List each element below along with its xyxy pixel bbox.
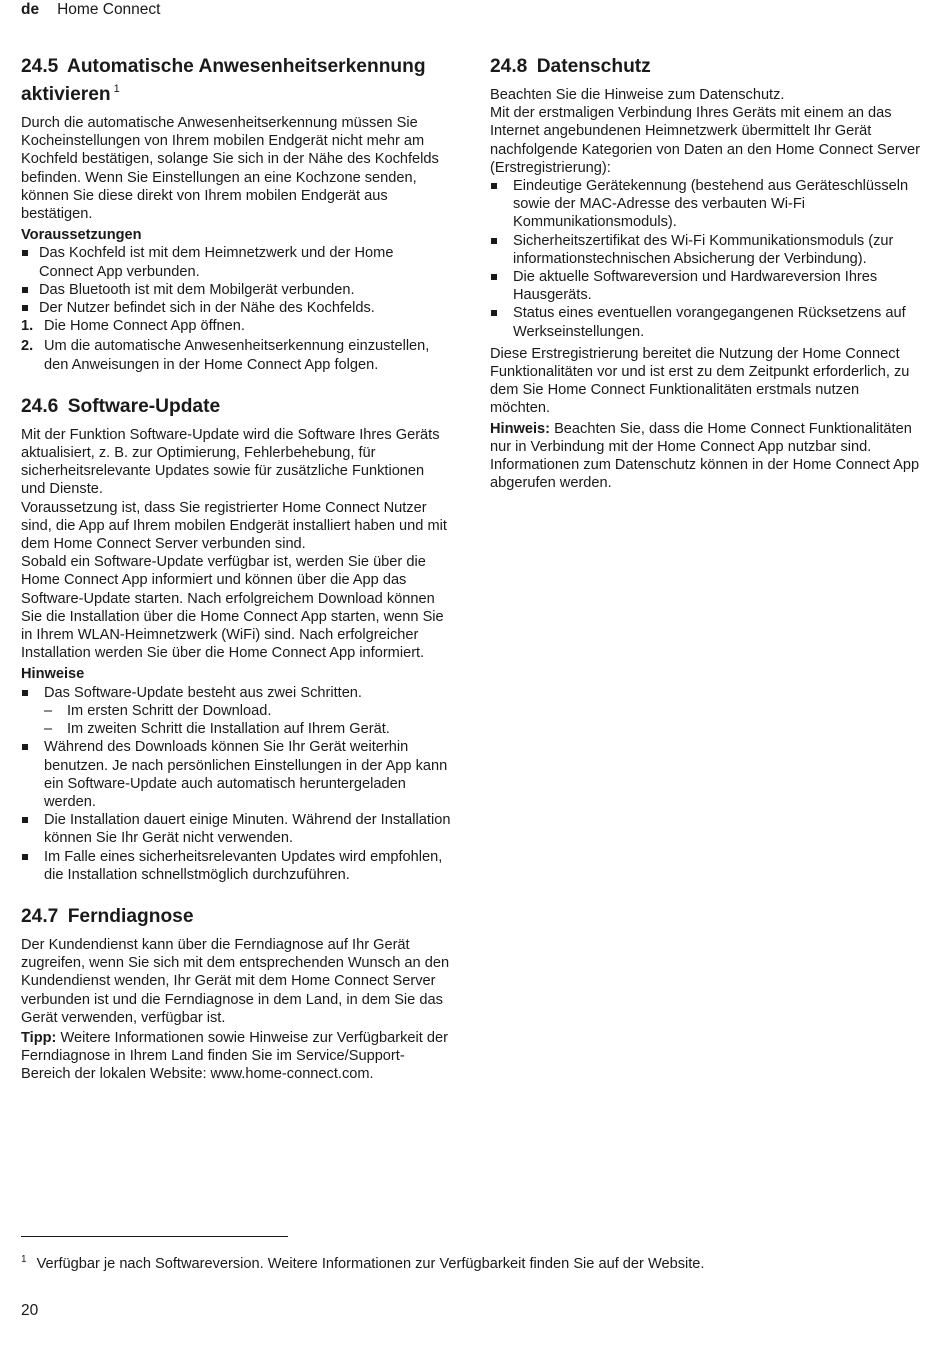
list-item: Status eines eventuellen vorangegangenen Rücksetzens auf Werkseinstellungen. bbox=[490, 304, 922, 340]
step-text: Die Home Connect App öffnen. bbox=[44, 318, 245, 335]
right-column bbox=[490, 56, 922, 492]
section-title: Datenschutz bbox=[536, 56, 651, 77]
list-item: Eindeutige Gerätekennung (bestehend aus Geräteschlüsseln sowie der MAC-Adresse des verbauten Wi-Fi Kommunikationsmoduls). bbox=[490, 177, 922, 232]
paragraph: Mit der erstmaligen Verbindung Ihres Geräts mit einem an das Internet angebundenen Heimnetzwerk übermittelt Ihr Gerät nachfolgende Kategorien von Daten an den Home Connect Server (Erstregistrierung): bbox=[490, 105, 920, 176]
notes-list bbox=[21, 684, 451, 884]
header-title: Home Connect bbox=[57, 1, 161, 18]
list-item bbox=[21, 684, 451, 739]
paragraph: Der Kundendienst kann über die Ferndiagnose auf Ihr Gerät zugreifen, wenn Sie sich mit dem entsprechenden Wunsch an den Kundendienst wenden, Ihr Gerät mit dem Home Connect Server verbunden ist und die Ferndiagnose in dem Land, in dem Sie das Gerät verwenden, verfügbar ist. bbox=[21, 936, 450, 1026]
list-item: Während des Downloads können Sie Ihr Gerät weiterhin benutzen. Je nach persönlichen Einstellungen in der App kann ein Software-Update auch automatisch heruntergeladen werden. bbox=[21, 738, 451, 811]
section-number: 24.8 bbox=[490, 56, 528, 77]
section-heading bbox=[21, 396, 451, 418]
section-title: Software-Update bbox=[67, 395, 221, 417]
section-24-7 bbox=[21, 906, 451, 1084]
hint-text: Beachten Sie, dass die Home Connect Funktionalitäten nur in Verbindung mit der Home Connect App nutzbar sind. Informationen zum Datenschutz können in der Home Connect App abgerufen werden. bbox=[490, 420, 920, 492]
paragraph: Sobald ein Software-Update verfügbar ist, werden Sie über die Home Connect App informiert und können über die App das Software-Update starten. Nach erfolgreichem Download können Sie die Installation über die Home Connect App starten, wenn Sie in Ihrem WLAN-Heimnetzwerk (WiFi) sind. Nach erfolgreicher Installation werden Sie über die Home Connect App informiert. bbox=[21, 554, 444, 662]
paragraph: Voraussetzung ist, dass Sie registrierter Home Connect Nutzer sind, die App auf Ihrem mobilen Endgerät installiert haben und mit dem Home Connect Server verbunden sind. bbox=[21, 499, 447, 553]
section-number: 24.5 bbox=[21, 56, 59, 77]
note-text: Das Software-Update besteht aus zwei Schritten. bbox=[44, 684, 362, 701]
section-heading bbox=[21, 56, 451, 106]
step-item bbox=[21, 337, 451, 373]
section-title: Ferndiagnose bbox=[67, 905, 194, 927]
section-number: 24.7 bbox=[21, 905, 59, 927]
sub-list bbox=[44, 702, 451, 738]
steps-list bbox=[21, 317, 451, 374]
list-item: Im Falle eines sicherheitsrelevanten Updates wird empfohlen, die Installation schnellstmöglich durchzuführen. bbox=[21, 848, 451, 884]
footnote-mark: 1 bbox=[21, 1254, 27, 1265]
list-item: Die aktuelle Softwareversion und Hardwareversion Ihres Hausgeräts. bbox=[490, 268, 922, 304]
requirements-list bbox=[21, 244, 451, 317]
section-heading bbox=[21, 906, 451, 928]
left-column bbox=[21, 56, 451, 1084]
sub-list-item: – Im ersten Schritt der Download. bbox=[44, 702, 451, 720]
step-item bbox=[21, 317, 451, 335]
footnote-divider bbox=[21, 1236, 288, 1237]
step-number: 2. bbox=[21, 338, 34, 355]
section-24-6 bbox=[21, 396, 451, 884]
section-24-5 bbox=[21, 56, 451, 374]
list-item: Das Bluetooth ist mit dem Mobilgerät verbunden. bbox=[21, 281, 451, 299]
section-title: Automatische Anwesenheitserkennung aktivieren bbox=[21, 56, 426, 105]
requirements-heading: Voraussetzungen bbox=[21, 227, 142, 244]
tip-label: Tipp: bbox=[21, 1029, 57, 1046]
footnote-ref: 1 bbox=[113, 83, 120, 95]
list-item: Das Kochfeld ist mit dem Heimnetzwerk und der Home Connect App verbunden. bbox=[21, 244, 451, 280]
list-item: Die Installation dauert einige Minuten. Während der Installation können Sie Ihr Gerät nicht verwenden. bbox=[21, 811, 451, 847]
step-number: 1. bbox=[21, 318, 34, 335]
tip-text: Weitere Informationen sowie Hinweise zur Verfügbarkeit der Ferndiagnose in Ihrem Land finden Sie im Service/Support-Bereich der lokalen Website: www.home-connect.com. bbox=[21, 1029, 448, 1083]
paragraph: Mit der Funktion Software-Update wird die Software Ihres Geräts aktualisiert, z. B. zur Optimierung, Fehlerbehebung, für sicherheitsrelevante Updates sowie für zusätzliche Funktionen und Dienste. bbox=[21, 426, 440, 498]
section-24-8 bbox=[490, 56, 922, 492]
list-item: Der Nutzer befindet sich in der Nähe des Kochfelds. bbox=[21, 299, 451, 317]
footnote-text: Verfügbar je nach Softwareversion. Weitere Informationen zur Verfügbarkeit finden Sie auf der Website. bbox=[36, 1256, 705, 1272]
data-categories-list bbox=[490, 177, 922, 341]
paragraph: Diese Erstregistrierung bereitet die Nutzung der Home Connect Funktionalitäten vor und ist erst zu dem Zeitpunkt erforderlich, zu dem Sie Home Connect Funktionalitäten erstmals nutzen möchten. bbox=[490, 345, 910, 417]
step-text: Um die automatische Anwesenheitserkennung einzustellen, den Anweisungen in der Home Connect App folgen. bbox=[44, 338, 430, 373]
notes-heading: Hinweise bbox=[21, 666, 85, 683]
section-number: 24.6 bbox=[21, 395, 59, 417]
hint-label: Hinweis: bbox=[490, 420, 551, 437]
footnote bbox=[21, 1251, 921, 1273]
hint-paragraph bbox=[490, 420, 922, 493]
page-header bbox=[21, 0, 160, 22]
paragraph: Durch die automatische Anwesenheitserkennung müssen Sie Kocheinstellungen von Ihrem mobilen Endgerät nicht mehr am Kochfeld bestätigen, solange Sie sich in der Nähe des Kochfelds befinden. Wenn Sie Einstellungen an eine Kochzone senden, können Sie diese direkt von Ihrem mobilen Endgerät aus bestätigen. bbox=[21, 115, 439, 223]
section-heading bbox=[490, 56, 922, 78]
sub-list-item: – Im zweiten Schritt die Installation auf Ihrem Gerät. bbox=[44, 720, 451, 738]
paragraph: Beachten Sie die Hinweise zum Datenschutz. bbox=[490, 87, 785, 103]
language-code: de bbox=[21, 1, 40, 18]
page-number: 20 bbox=[21, 1302, 39, 1319]
tip-paragraph bbox=[21, 1029, 451, 1084]
list-item: Sicherheitszertifikat des Wi-Fi Kommunikationsmoduls (zur informationstechnischen Absicherung der Verbindung). bbox=[490, 232, 922, 268]
